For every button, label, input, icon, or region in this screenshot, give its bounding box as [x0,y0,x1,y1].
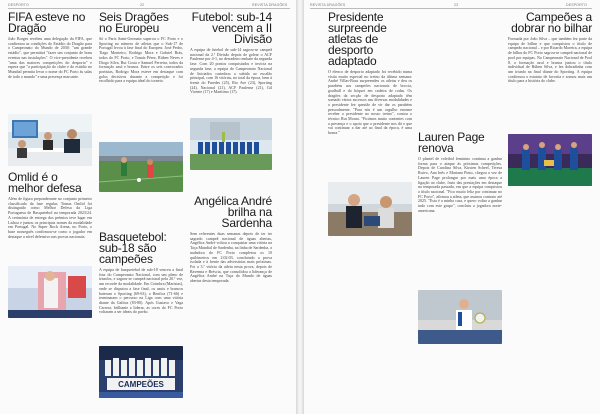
article-lauren-page [418,132,502,285]
article-futebol [190,12,272,116]
article-body: Só o Paris Saint-Germain superou o FC Porto e o Sporting no número de atletas que o Sub-17 de Portugal levou à fase final do Europeu: José Pedro, Tiago Monteiro, Rodrigo Mora e Gabriel Brás, todos do FC Porto, e Tomás Pérez, Rúben Neves e Diogo Silva, Rui Costa e Samuel Ferreira, todos da formação azul e branca. Entre os seis convocados portistas, Rodrigo Mora esteve em destaque com golos decisivos durante a competição e foi escolhido para a equipa ideal do torneio. [99,37,183,84]
article-bilhar [508,12,592,109]
article-body: João Borges recebeu uma delegação da FIFA, que confirmou as condições do Estádio do Dragão para o Campeonato do Mundo de 2030: "um grande estádio", que permitirá "fazer um conjunto de bons eventos nas instalações". O vice-presidente recebeu "uma das maiores competições do desporto" e espera que "a participação do clube e do estádio no Mundial permita levar o nome do FC Porto às salas de todo o mundo" e uma presença marcante. [8,37,92,79]
article-title: Presidente surpreende atletas de desporto adaptado [328,10,387,68]
article-title: Campeões a dobrar no bilhar [511,10,592,35]
article-body: A equipa de basquetebol de sub-18 venceu a final four do Campeonato Nacional, com um pleno de triunfos, e sagrou-se campeã nacional pela 20.ª vez, um recorde da modalidade. Em Coimbra (Maristas), onde se disputou a fase final, os azuis e brancos bateram o Sporting (69-63), o Benfica (71-66) e terminaram o percurso na Liga com uma vitória diante da Galitos (83-80). Após Gustavo e Vaga Carrera, brilhante a liderar, as cores do FC Porto voltaram a ser ideais do pavão. [99,268,183,315]
article-title: Futebol: sub-14 vencem a II Divisão [191,10,272,46]
article-fifa [8,12,92,121]
empty-column-area [418,12,502,132]
omlid-photo [8,266,92,318]
page-number: 22 [140,3,145,7]
right-page [304,0,600,414]
header-rule [310,8,592,9]
presidente-visit-photo [328,182,412,236]
left-page [0,0,296,414]
article-title: Lauren Page renova [418,130,485,155]
page-gutter [296,0,304,414]
article-omlid [8,172,92,259]
svg-text:CAMPEÕES: CAMPEÕES [118,380,164,389]
article-body: O plantel de voleibol feminino continua a ganhar forma para o ataque às próximas competições. Depois de Carolina Silva, Kirsten Scheel, Teresa Ruivo, Ana Inês e Mariana Pinto, chegou a vez de Lauren Page prolongar por mais uma época a ligação ao clube, fruto das prestações em destaque na temporada passada, em que a equipa conquistou o título nacional. "Fico muito feliz por continuar no FC Porto", afirmou a atleta, que assinou contrato até 2025. "Esta é a minha casa, e quero voltar a ganhar tudo com este grupo", concluiu a jogadora norte-americana. [418,157,502,213]
article-body: Formada por João Silva – que também fez parte da equipa de bilhar e que conquistou o título de campeão nacional – e por Ricardo Moreira, a equipa de bilhar do FC Porto sagrou-se campeã nacional de pool por equipas. No Campeonato Nacional de Pool 8, a formação azul e branca juntou o título individual de Rúben Silva, e fez dobradinha com um triunfo na final diante do Sporting. A equipa confirmou o estatuto de favorita e somou mais um título para a história do clube. [508,37,592,84]
article-title: FIFA esteve no Dragão [8,10,86,35]
futebol-team-photo [190,118,272,170]
article-title: Angélica André brilha na Sardenha [194,194,272,230]
article-title: Seis Dragões no Europeu [99,10,169,35]
lauren-page-photo [418,290,502,344]
fifa-meeting-photo [8,114,92,166]
page-number: 23 [454,3,459,7]
publication-name: REVISTA DRAGÕES [252,3,288,7]
section-label: DESPORTO [8,3,29,7]
bilhar-team-photo [508,134,592,186]
header-rule [8,8,290,9]
basquetebol-team-photo [99,346,183,398]
article-seis-dragoes [99,12,183,125]
article-body: O elenco de desporto adaptado foi recebido numa visita muito especial no treino da última semana: André Villas-Boas surpreendeu os atletas e deu os parabéns aos campeões nacionais de boccia, goalball e do hóquei em cadeira de rodas. Os dragões da secção de desporto adaptado têm somado vários sucessos nas diversas modalidades e o presidente fez questão de vir dar os parabéns pessoalmente. "Para nós é um orgulho enorme receber o presidente no nosso treino", contou o técnico Rui Moura. "Ficámos muito contentes com a presença e o apoio que o presidente nos dá e que vai continuar a dar até ao final da época, é uma honra." [328,70,412,136]
section-label: DESPORTO [566,3,587,7]
article-body: A equipa de futebol de sub-14 sagrou-se campeã nacional da 2.ª Divisão depois de golear o ACF Paulense por 4-1, no derradeiro embate da segunda fase. Com 20 pontos conquistados e invicta na segunda fase, a equipa do Campeonato Nacional de Iniciados carimbou a subida ao escalão principal, com 16 vitórias, no total da época, bem à frente do Paredes (25), Rio Ave (23), Sporting (24), Nacional (21), ACF Paulense (21), Gil Vicente (17) e Marítimo (17). [190,48,272,95]
article-body: Sem referentes duas semanas depois de ter ter sagrado campeã nacional de águas abertas, Angélica André voltou a conquistar uma vitória na Taça Mundial de Sardenha, na linha de Sardenha, a nadadora do FC Porto completou os 10 quilómetros em 2:02:03, concluindo a prova isolada e à frente das adversárias mais próximas. Foi a 3.ª vitória da atleta nesta prova, depois de Ravenna e Bréscia, que consolidou a liderança de Angélica André na Taça do Mundo de águas abertas desta temporada. [190,232,272,284]
publication-name: REVISTA DRAGÕES [310,3,346,7]
article-basquetebol [99,232,183,342]
article-presidente [328,12,412,182]
europeu-match-photo [99,142,183,192]
article-angelica [190,196,272,292]
article-title: Basquetebol: sub-18 são campeões [99,230,167,266]
article-body: Além de figura preponderante no conjunto primeiro classificado da fase regular, Tomas Omlid foi distinguido como Melhor Defesa da Liga Portuguesa de Basquetebol na temporada 2023/24. A cerimónia de entrega dos prémios teve lugar em Lisboa e juntou os principais nomes da modalidade em Portugal. No Super Rock Arena, no Porto, o base norueguês confirmou-se como o jogador em destaque a nível defensivo nas provas nacionais. [8,197,92,239]
article-title: Omlid é o melhor defesa [8,170,82,195]
